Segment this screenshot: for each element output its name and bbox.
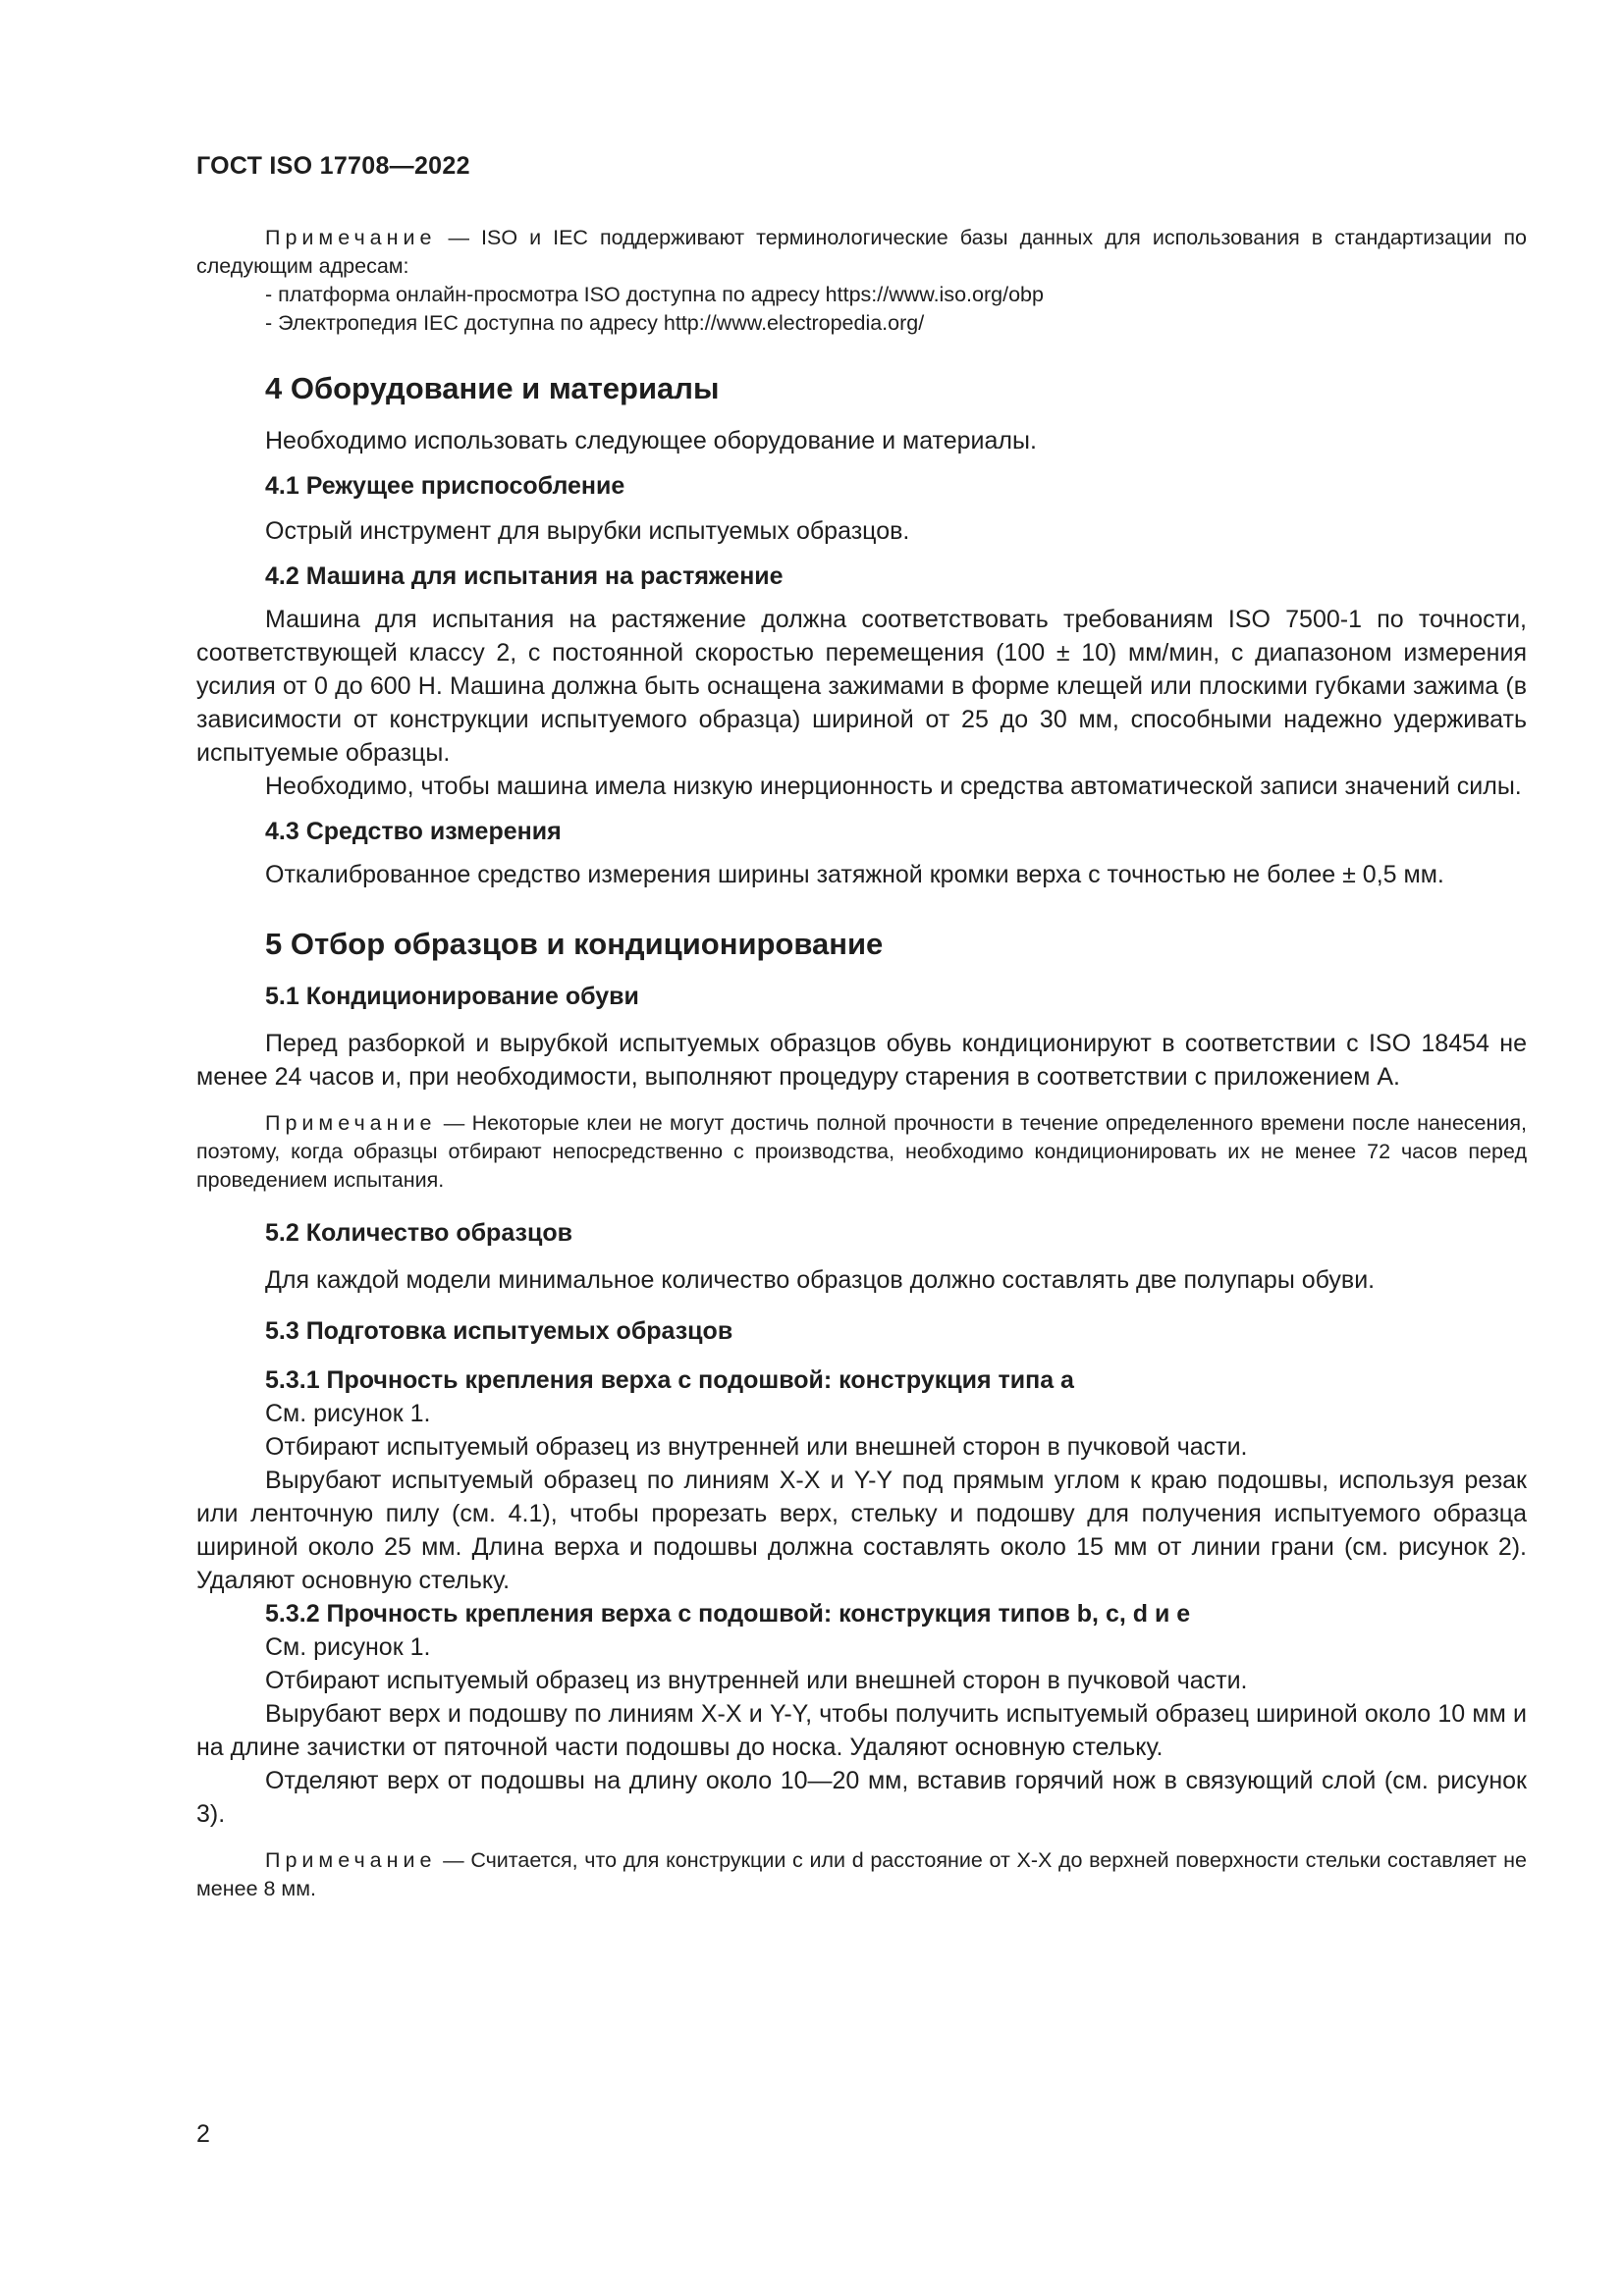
note-label: Примечание <box>265 226 437 249</box>
note-conditioning <box>196 1109 1527 1195</box>
section-5-2-title: 5.2 Количество образцов <box>265 1219 572 1247</box>
section-4-2-paragraph: Необходимо, чтобы машина имела низкую инерционность и средства автоматической записи значений силы. <box>265 773 1522 800</box>
section-5-3-2-paragraph: Отделяют верх от подошвы на длину около 10—20 мм, вставив горячий нож в связующий слой (см. рисунок 3). <box>196 1767 1527 1828</box>
section-5-2-text: Для каждой модели минимальное количество образцов должно составлять две полупары обуви. <box>265 1266 1376 1294</box>
note-terminology <box>196 224 1527 281</box>
section-5-3-1-paragraph: Отбирают испытуемый образец из внутренней или внешней сторон в пучковой части. <box>265 1433 1248 1461</box>
section-5-3-2-title: 5.3.2 Прочность крепления верха с подошвой: конструкция типов b, c, d и e <box>265 1600 1191 1628</box>
note-dash: — <box>436 1848 471 1872</box>
page-content <box>196 224 1527 1903</box>
section-5-3-title: 5.3 Подготовка испытуемых образцов <box>265 1317 733 1345</box>
section-4-1-text: Острый инструмент для вырубки испытуемых образцов. <box>265 517 910 545</box>
section-5-1-title: 5.1 Кондиционирование обуви <box>265 983 639 1010</box>
section-5-3-1-title: 5.3.1 Прочность крепления верха с подошвой: конструкция типа a <box>265 1366 1074 1394</box>
section-4-title: 4 Оборудование и материалы <box>265 371 720 405</box>
section-4-intro: Необходимо использовать следующее оборудование и материалы. <box>265 427 1037 454</box>
note-text: Некоторые клеи не могут достичь полной прочности в течение определенного времени после нанесения, поэтому, когда образцы отбирают непосредственно с производства, необходимо кондиционировать их не менее 72 часов перед проведением испытания. <box>196 1111 1527 1192</box>
section-5-3-1-paragraph: См. рисунок 1. <box>265 1400 431 1427</box>
section-5-3-2-paragraph: Отбирают испытуемый образец из внутренней или внешней сторон в пучковой части. <box>265 1667 1248 1694</box>
note-text: Считается, что для конструкции c или d расстояние от X-X до верхней поверхности стельки составляет не менее 8 мм. <box>196 1848 1527 1900</box>
section-5-3-2-paragraph: Вырубают верх и подошву по линиям X-X и Y-Y, чтобы получить испытуемый образец шириной около 10 мм и на длине зачистки от пяточной части подошвы до носка. Удаляют основную стельку. <box>196 1700 1527 1761</box>
section-5-1-text: Перед разборкой и вырубкой испытуемых образцов обувь кондиционируют в соответствии с ISO 18454 не менее 24 часов и, при необходимости, выполняют процедуру старения в соответствии с приложением А. <box>196 1030 1527 1091</box>
section-5-3-2-paragraph: См. рисунок 1. <box>265 1633 431 1661</box>
section-4-1-title: 4.1 Режущее приспособление <box>265 472 625 500</box>
section-4-2-paragraph: Машина для испытания на растяжение должна соответствовать требованиям ISO 7500-1 по точности, соответствующей классу 2, с постоянной скоростью перемещения (100 ± 10) мм/мин, с диапазоном измерения усилия от 0 до 600 Н. Машина должна быть оснащена зажимами в форме клещей или плоскими губками зажима (в зависимости от конструкции испытуемого образца) шириной от 25 до 30 мм, способными надежно удерживать испытуемые образцы. <box>196 606 1527 767</box>
page-number: 2 <box>196 2120 210 2148</box>
section-4-2-title: 4.2 Машина для испытания на растяжение <box>265 562 784 590</box>
standard-header: ГОСТ ISO 17708—2022 <box>196 152 470 180</box>
note-construction <box>196 1846 1527 1903</box>
section-5-title: 5 Отбор образцов и кондиционирование <box>265 927 884 961</box>
section-4-3-text: Откалиброванное средство измерения ширины затяжной кромки верха с точностью не более ± 0,5 мм. <box>265 861 1444 888</box>
note-list-item: - платформа онлайн-просмотра ISO доступна по адресу https://www.iso.org/obp <box>265 283 1044 306</box>
section-5-3-1-paragraph: Вырубают испытуемый образец по линиям X-X и Y-Y под прямым углом к краю подошвы, используя резак или ленточную пилу (см. 4.1), чтобы прорезать верх, стельку и подошву для получения испытуемого образца шириной около 25 мм. Длина верха и подошвы должна составлять около 15 мм от линии грани (см. рисунок 2). Удаляют основную стельку. <box>196 1467 1527 1594</box>
note-text: ISO и IEC поддерживают терминологические базы данных для использования в стандартизации по следующим адресам: <box>196 226 1528 278</box>
note-dash: — <box>436 1111 472 1135</box>
note-list-item: - Электропедия IEC доступна по адресу http://www.electropedia.org/ <box>265 311 925 335</box>
note-dash: — <box>436 226 482 249</box>
note-label: Примечание <box>265 1848 437 1872</box>
note-label: Примечание <box>265 1111 437 1135</box>
section-4-3-title: 4.3 Средство измерения <box>265 818 562 845</box>
